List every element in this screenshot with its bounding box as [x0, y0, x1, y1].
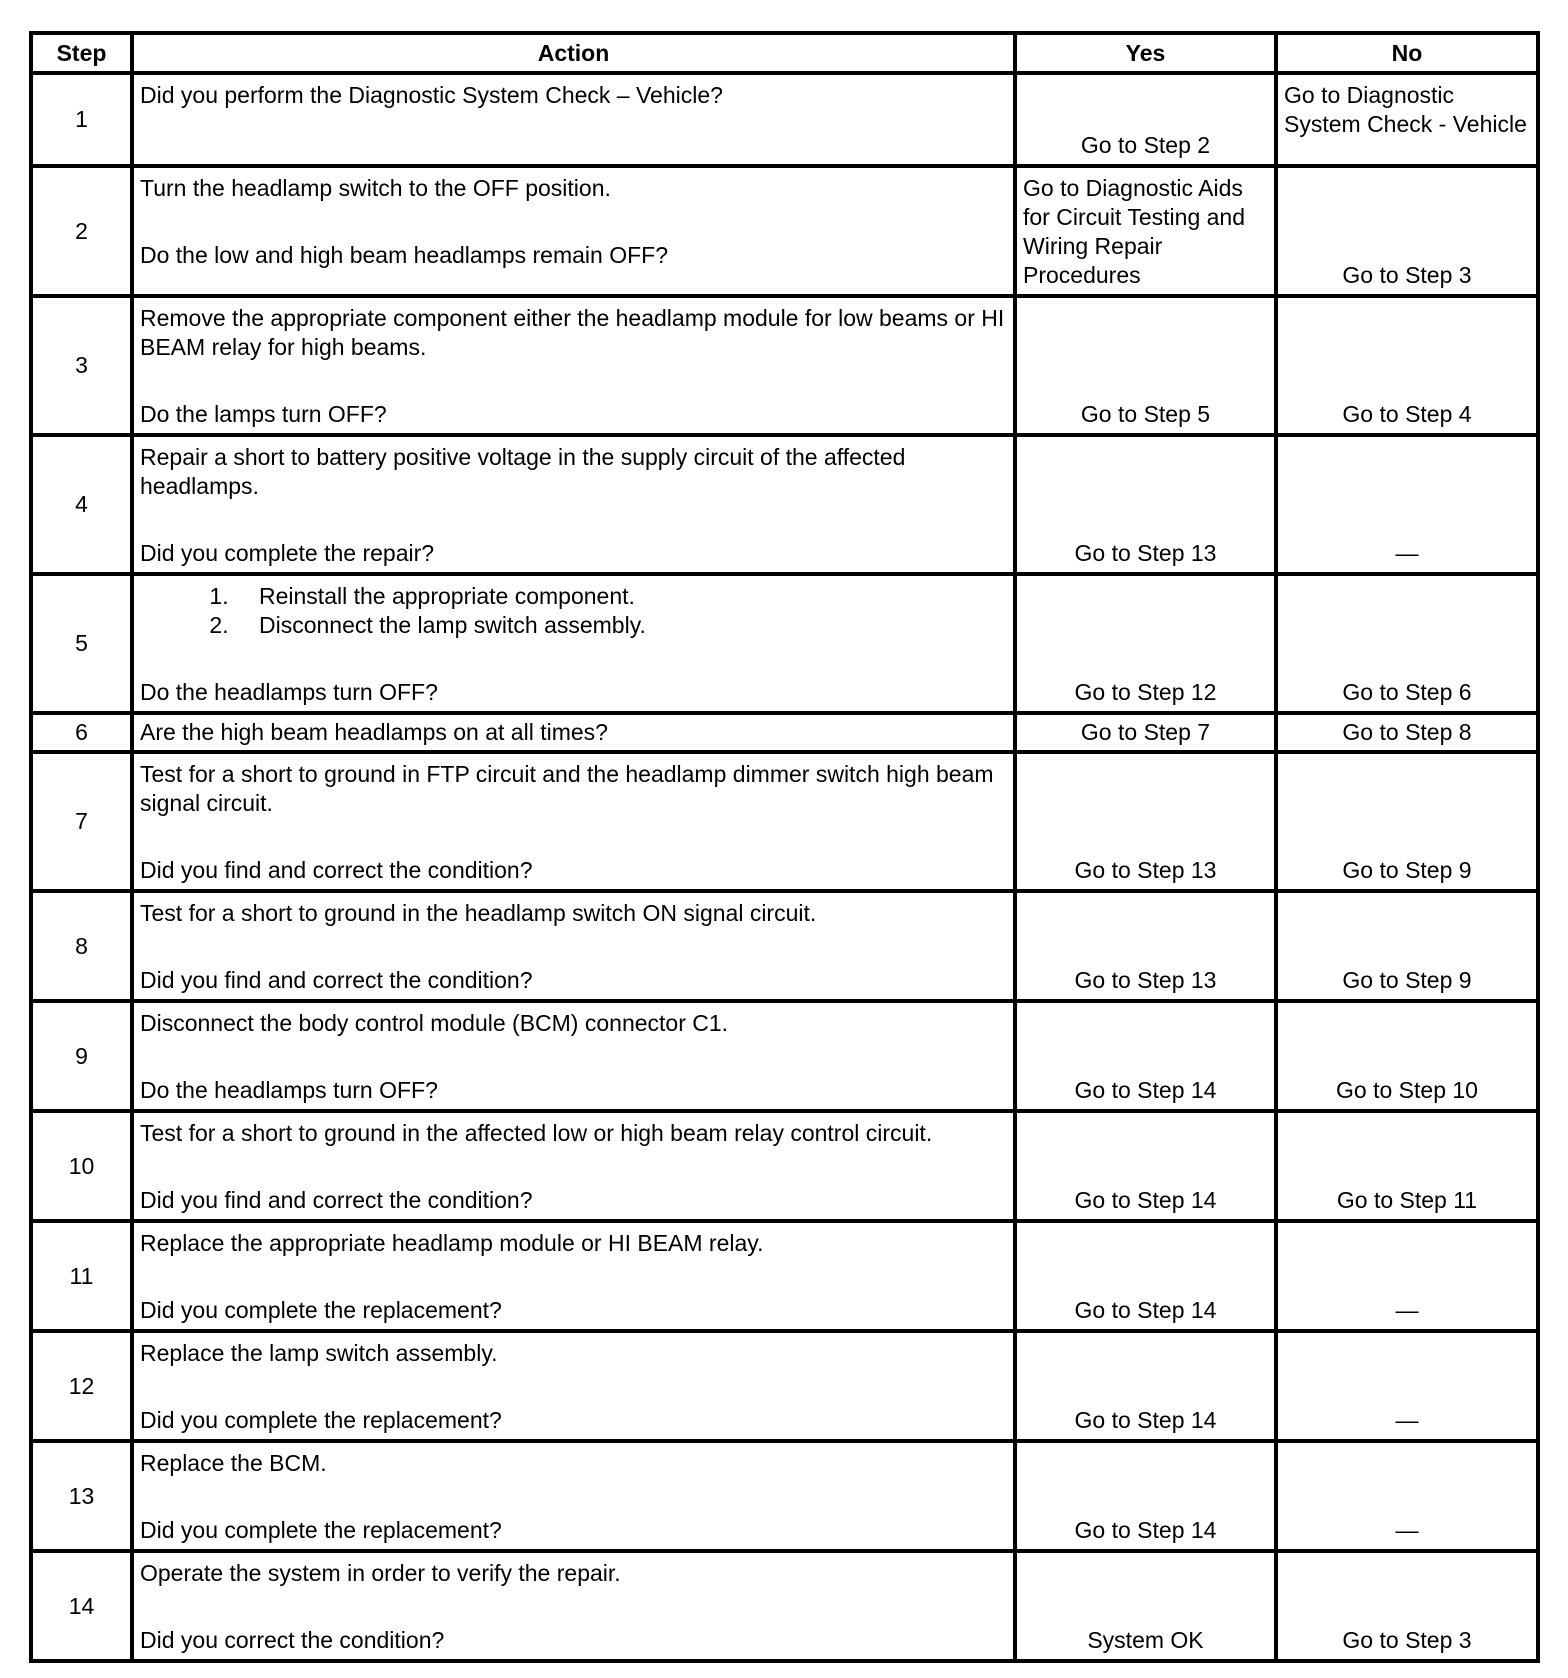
- yes-cell: Go to Step 7: [1015, 713, 1276, 752]
- action-text: Test for a short to ground in the headlamp switch ON signal circuit.: [140, 900, 817, 926]
- step-number: 14: [31, 1551, 132, 1661]
- step-number: 4: [31, 435, 132, 574]
- table-row: [31, 1441, 1538, 1551]
- action-text: Replace the BCM.: [140, 1450, 327, 1476]
- action-cell: [132, 713, 1015, 752]
- action-cell: [132, 296, 1015, 435]
- action-cell: [132, 1331, 1015, 1441]
- action-cell: [132, 1001, 1015, 1111]
- action-cell: [132, 1441, 1015, 1551]
- action-cell: [132, 574, 1015, 713]
- action-question: Did you complete the replacement?: [140, 1407, 502, 1433]
- yes-cell: Go to Step 14: [1015, 1221, 1276, 1331]
- action-cell: [132, 752, 1015, 891]
- action-question: Did you find and correct the condition?: [140, 857, 533, 883]
- table-row: [31, 891, 1538, 1001]
- action-cell: [132, 435, 1015, 574]
- action-step-item: 2. Disconnect the lamp switch assembly.: [235, 611, 1007, 640]
- step-number: 2: [31, 166, 132, 296]
- yes-cell: Go to Step 14: [1015, 1111, 1276, 1221]
- action-steps-list: [140, 582, 1007, 640]
- action-question: Did you find and correct the condition?: [140, 1187, 533, 1213]
- step-number: 9: [31, 1001, 132, 1111]
- action-step-item: 1. Reinstall the appropriate component.: [235, 582, 1007, 611]
- no-cell: Go to Step 3: [1276, 1551, 1538, 1661]
- step-number: 10: [31, 1111, 132, 1221]
- action-cell: [132, 1111, 1015, 1221]
- action-cell: [132, 73, 1015, 166]
- no-cell: Go to Step 9: [1276, 752, 1538, 891]
- table-row: [31, 296, 1538, 435]
- yes-cell: Go to Step 13: [1015, 435, 1276, 574]
- action-question: Did you correct the condition?: [140, 1627, 445, 1653]
- action-text: Test for a short to ground in the affected low or high beam relay control circuit.: [140, 1120, 933, 1146]
- action-question: Did you complete the replacement?: [140, 1517, 502, 1543]
- yes-cell: Go to Step 2: [1015, 73, 1276, 166]
- yes-cell: Go to Step 5: [1015, 296, 1276, 435]
- diagnostic-table: [29, 31, 1540, 1663]
- no-cell: —: [1276, 1221, 1538, 1331]
- yes-cell: System OK: [1015, 1551, 1276, 1661]
- table-row: [31, 713, 1538, 752]
- no-cell: Go to Step 11: [1276, 1111, 1538, 1221]
- table-row: [31, 574, 1538, 713]
- action-text: Are the high beam headlamps on at all times?: [140, 719, 608, 745]
- yes-cell: Go to Step 12: [1015, 574, 1276, 713]
- action-text: Disconnect the body control module (BCM) connector C1.: [140, 1010, 729, 1036]
- table-row: [31, 1551, 1538, 1661]
- table-row: [31, 73, 1538, 166]
- yes-cell: Go to Step 14: [1015, 1001, 1276, 1111]
- action-question: Did you complete the replacement?: [140, 1297, 502, 1323]
- step-number: 1: [31, 73, 132, 166]
- no-cell: Go to Step 4: [1276, 296, 1538, 435]
- table-row: [31, 752, 1538, 891]
- table-row: [31, 1001, 1538, 1111]
- table-row: [31, 1111, 1538, 1221]
- step-number: 6: [31, 713, 132, 752]
- no-cell: —: [1276, 435, 1538, 574]
- action-question: Did you complete the repair?: [140, 540, 435, 566]
- no-cell: Go to Step 3: [1276, 166, 1538, 296]
- header-row: [31, 33, 1538, 73]
- action-text: Replace the appropriate headlamp module or HI BEAM relay.: [140, 1230, 764, 1256]
- action-question: Do the low and high beam headlamps remain OFF?: [140, 242, 669, 268]
- no-cell: —: [1276, 1441, 1538, 1551]
- step-number: 8: [31, 891, 132, 1001]
- table-row: [31, 166, 1538, 296]
- step-number: 12: [31, 1331, 132, 1441]
- action-question: Do the lamps turn OFF?: [140, 401, 387, 427]
- header-yes: Yes: [1015, 33, 1276, 73]
- action-cell: [132, 1551, 1015, 1661]
- action-text: Did you perform the Diagnostic System Check – Vehicle?: [140, 82, 723, 108]
- no-cell: Go to Step 10: [1276, 1001, 1538, 1111]
- action-text: Repair a short to battery positive voltage in the supply circuit of the affected headlamps.: [140, 444, 906, 499]
- yes-cell: Go to Step 14: [1015, 1441, 1276, 1551]
- step-number: 5: [31, 574, 132, 713]
- yes-cell: Go to Step 14: [1015, 1331, 1276, 1441]
- action-text: Test for a short to ground in FTP circuit and the headlamp dimmer switch high beam signal circuit.: [140, 761, 994, 816]
- table-row: [31, 435, 1538, 574]
- no-cell: Go to Step 6: [1276, 574, 1538, 713]
- step-number: 3: [31, 296, 132, 435]
- action-cell: [132, 1221, 1015, 1331]
- step-number: 11: [31, 1221, 132, 1331]
- header-step: Step: [31, 33, 132, 73]
- no-cell: Go to Diagnostic System Check - Vehicle: [1276, 73, 1538, 166]
- header-no: No: [1276, 33, 1538, 73]
- yes-cell: Go to Diagnostic Aids for Circuit Testing and Wiring Repair Procedures: [1015, 166, 1276, 296]
- action-text: Remove the appropriate component either the headlamp module for low beams or HI BEAM relay for high beams.: [140, 305, 1005, 360]
- action-text: Operate the system in order to verify the repair.: [140, 1560, 621, 1586]
- yes-cell: Go to Step 13: [1015, 891, 1276, 1001]
- header-action: Action: [132, 33, 1015, 73]
- yes-cell: Go to Step 13: [1015, 752, 1276, 891]
- action-question: Do the headlamps turn OFF?: [140, 679, 438, 705]
- step-number: 7: [31, 752, 132, 891]
- no-cell: Go to Step 8: [1276, 713, 1538, 752]
- action-question: Do the headlamps turn OFF?: [140, 1077, 438, 1103]
- table-row: [31, 1331, 1538, 1441]
- action-text: Turn the headlamp switch to the OFF position.: [140, 175, 611, 201]
- no-cell: —: [1276, 1331, 1538, 1441]
- table-row: [31, 1221, 1538, 1331]
- action-cell: [132, 166, 1015, 296]
- no-cell: Go to Step 9: [1276, 891, 1538, 1001]
- action-text: Replace the lamp switch assembly.: [140, 1340, 498, 1366]
- action-cell: [132, 891, 1015, 1001]
- step-number: 13: [31, 1441, 132, 1551]
- action-question: Did you find and correct the condition?: [140, 967, 533, 993]
